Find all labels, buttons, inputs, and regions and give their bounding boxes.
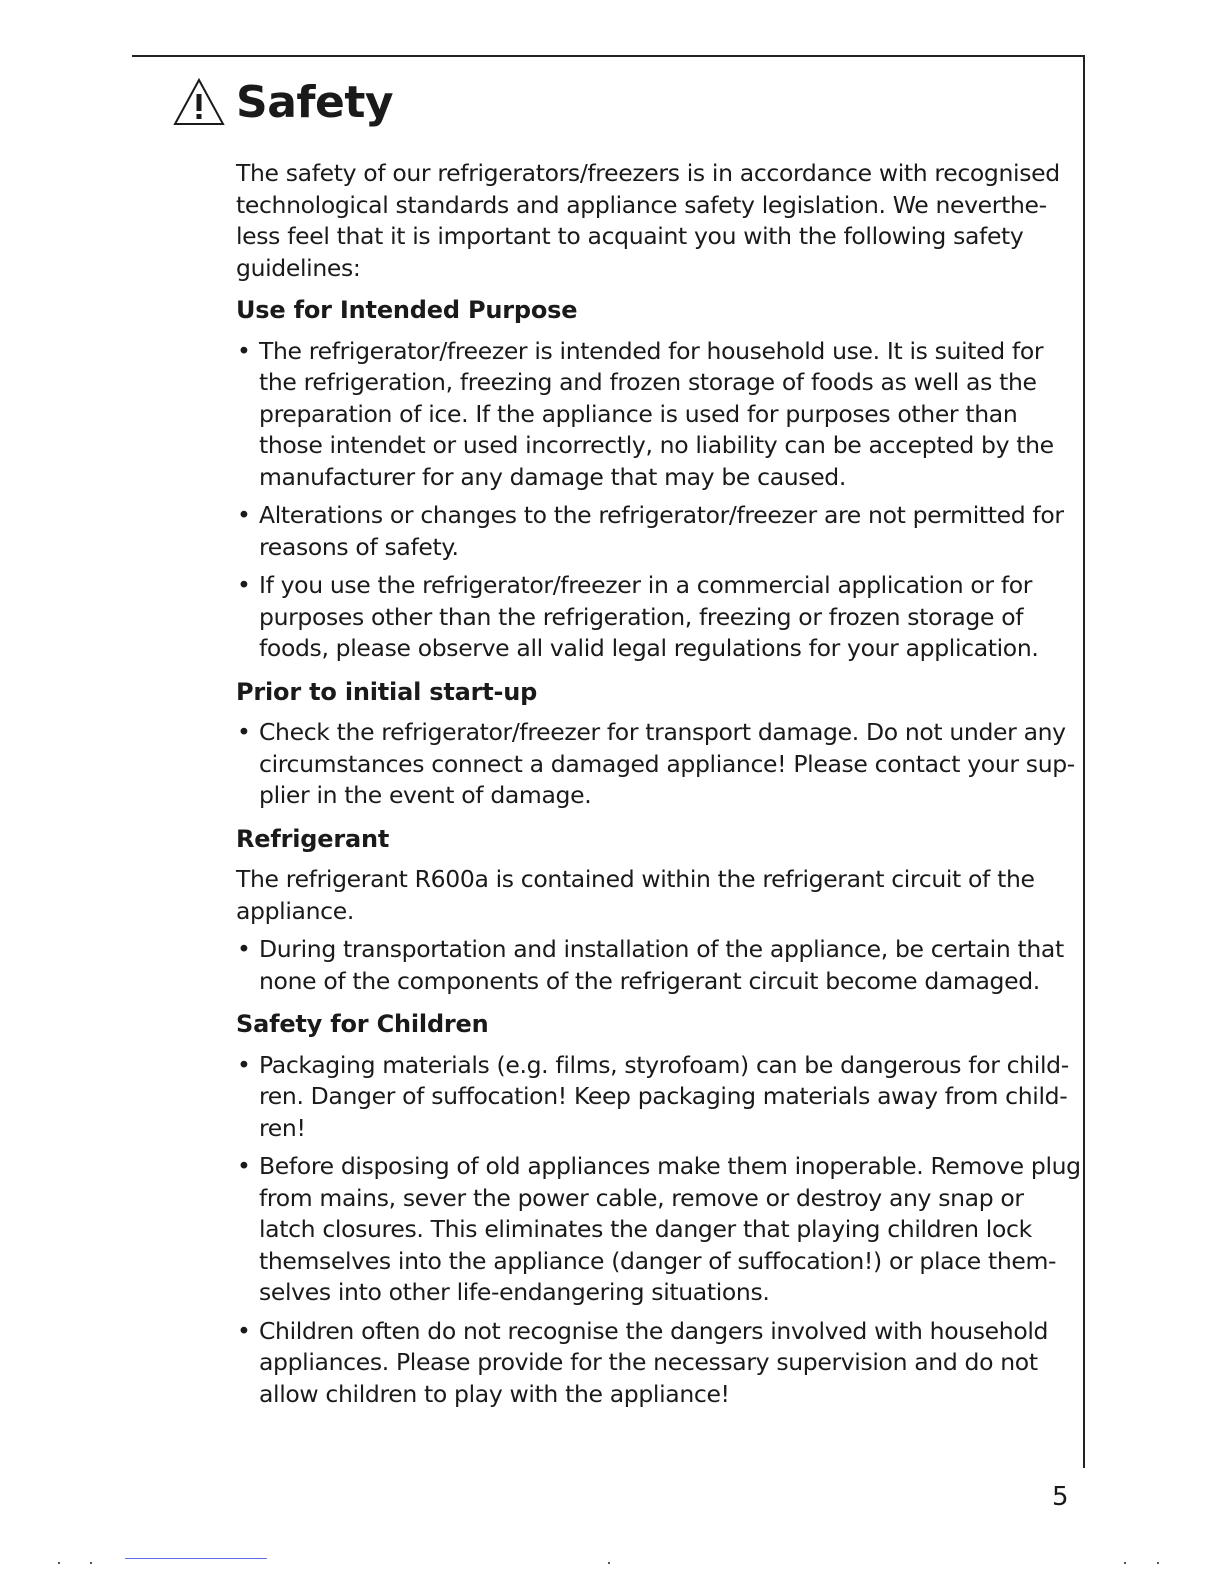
page-number: 5 xyxy=(1052,1482,1069,1512)
top-border-rule xyxy=(132,55,1085,57)
list-item: • If you use the refrigerator/freezer in a commercial application or for purposes other than the refrigeration, freezing or frozen storage of foods, please observe all valid legal regulations for your application. xyxy=(236,570,1081,665)
list-item: • Check the refrigerator/freezer for transport damage. Do not under any circumstances connect a damaged appliance! Please contact your sup-plier in the event of damage. xyxy=(236,717,1081,812)
list-item: • Before disposing of old appliances make them inoperable. Remove plug from mains, sever the power cable, remove or destroy any snap or latch closures. This eliminates the danger that playing children lock themselves into the appliance (danger of suffocation!) or place them-selves into other life-endangering situations. xyxy=(236,1151,1081,1309)
crop-mark xyxy=(1157,1562,1159,1564)
children-list xyxy=(236,1050,1081,1411)
warning-triangle-icon xyxy=(172,76,226,130)
crop-mark xyxy=(90,1562,92,1564)
intro-paragraph: The safety of our refrigerators/freezers is in accordance with recognised technological standards and appliance safety legislation. We neverthe-less feel that it is important to acquaint you with the following safety guidelines: xyxy=(236,159,1060,282)
heading-children: Safety for Children xyxy=(236,1010,489,1038)
title-row xyxy=(172,76,393,130)
heading-startup: Prior to initial start-up xyxy=(236,677,538,706)
document-body xyxy=(236,158,1081,1422)
heading-intended-purpose: Use for Intended Purpose xyxy=(236,296,578,324)
list-item: • Packaging materials (e.g. films, styrofoam) can be dangerous for child-ren. Danger of suffocation! Keep packaging materials away from child-ren! xyxy=(236,1050,1081,1145)
page-title: Safety xyxy=(236,77,394,128)
crop-mark xyxy=(608,1562,610,1564)
list-item: • Alterations or changes to the refrigerator/freezer are not permitted for reasons of safety. xyxy=(236,500,1081,563)
list-item: • The refrigerator/freezer is intended for household use. It is suited for the refrigeration, freezing and frozen storage of foods as well as the preparation of ice. If the appliance is used for purposes other than those intendet or used incorrectly, no liability can be accepted by the manufacturer for any damage that may be caused. xyxy=(236,336,1081,494)
intended-purpose-list xyxy=(236,336,1081,665)
list-item: • Children often do not recognise the dangers involved with household appliances. Please provide for the necessary supervision and do not allow children to play with the appliance! xyxy=(236,1316,1081,1411)
crop-mark xyxy=(1124,1562,1126,1564)
bottom-link-underline xyxy=(125,1558,267,1559)
refrigerant-list xyxy=(236,934,1081,997)
crop-mark xyxy=(58,1562,60,1564)
list-item: • During transportation and installation of the appliance, be certain that none of the components of the refrigerant circuit become damaged. xyxy=(236,934,1081,997)
refrigerant-paragraph: The refrigerant R600a is contained within the refrigerant circuit of the appliance. xyxy=(236,865,1035,925)
startup-list xyxy=(236,717,1081,812)
right-border-rule xyxy=(1083,55,1085,1468)
heading-refrigerant: Refrigerant xyxy=(236,824,390,853)
